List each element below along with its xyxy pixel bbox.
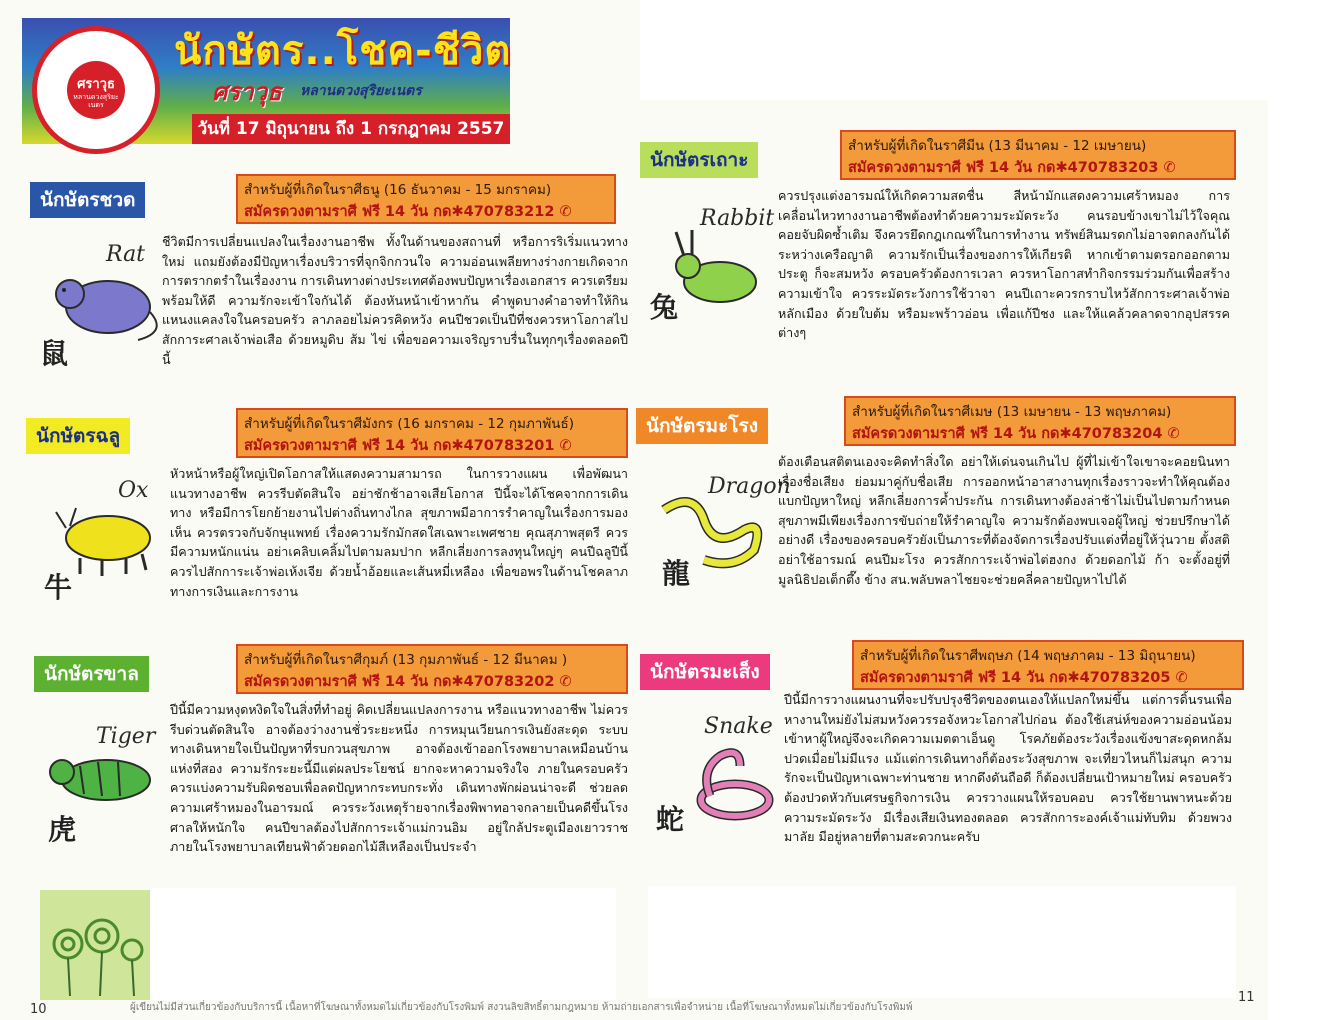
animal-chinese-rat: 鼠 [40,337,69,370]
snake-illustration [690,740,780,830]
decorative-spiral-plants [40,890,150,1000]
subscribe-line: สมัครดวงตามราศี ฟรี 14 วัน กด✱470783202 ✆ [244,674,572,690]
column-header [22,18,510,144]
sign-info-box-dragon [844,396,1236,446]
page-number-left: 10 [30,1002,47,1017]
birth-range: สำหรับผู้ที่เกิดในราศีเมษ (13 เมษายน - 13 พฤษภาคม) [852,404,1172,420]
zodiac-wheel-logo [32,26,160,154]
horoscope-text-tiger: ปีนี้มีความหงุดหงิดใจในสิ่งที่ทำอยู่ คิดเปลี่ยนแปลงการงาน หรือแนวทางอาชีพ ไม่ควรรีบด่วนตัดสินใจ อาจต้องว่างงานชั่วระยะหนึ่ง การหมุนเวียนการเงินยังสะดุด ระบบทางเดินหายใจเป็นปัญหาที่รบกวนสุขภาพ อาจต้องเข้าออกโรงพยาบาลเหมือนบ้านแห่งที่สอง ความรักระยะนี้มีแต่ผลประโยชน์ ยากจะหาความจริงใจ ภายในครอบครัว ควรแบ่งความรับผิดชอบเพื่อลดปัญหากระทบกระทั่ง เดินทางพักผ่อนน่าจะดี ช่วยลดความเศร้าหมองในอารมณ์ ควรระวังเหตุร้ายจากเรื่องพิพาทอาจกลายเป็นคดีขึ้นโรงศาลให้หนักใจ คนปีขาลต้องไปสักการะเจ้าแม่กวนอิม อยู่ใกล้ประตูเมืองเยาวราช ภายในโรงพยาบาลเทียนฟ้าด้วยดอกไม้สีเหลืองเป็นประจำ [170,702,628,855]
phone-icon: ✆ [559,438,572,454]
phone-icon: ✆ [1175,670,1188,686]
animal-chinese-snake: 蛇 [656,803,685,836]
subscribe-line: สมัครดวงตามราศี ฟรี 14 วัน กด✱470783205 ✆ [860,670,1188,686]
sign-info-box-ox [236,408,628,458]
column-title: นักษัตร..โชค-ชีวิต [174,28,512,74]
phone-icon: ✆ [559,204,572,220]
horoscope-text-ox: หัวหน้าหรือผู้ใหญ่เปิดโอกาสให้แสดงความสามารถ ในการวางแผน เพื่อพัฒนาแนวทางอาชีพ ควรรีบตัดสินใจ อย่าชักช้าอาจเสียโอกาส ปีนี้จะได้โชคจากการเดินทาง หรือมีการโยกย้ายงานไปต่างถิ่นทางไกล สุขภาพมีอาการรำคาญในเรื่องการมองเห็น ควรตรวจกับจักษุแพทย์ เรื่องความรักมักสดใสเฉพาะเพศชาย คุณสุภาพสุตรี ควรมีความหนักแน่น อย่าเคลิบเคลิ้มไปตามลมปาก หลีกเลี่ยงการลงทุนใหญ่ๆ คนปีฉลูปีนี้ควรไปสักการะเจ้าพ่อเห้งเจีย ด้วยน้ำอ้อยและเส้นหมี่เหลือง เพื่อขอพรในด้านโชคลาภทางการเงินและการงาน [170,466,628,599]
date-range: วันที่ 17 มิถุนายน ถึง 1 กรกฎาคม 2557 [192,114,510,144]
author-subtitle: หลานดวงสุริยะเนตร [300,83,422,99]
birth-range: สำหรับผู้ที่เกิดในราศีมีน (13 มีนาคม - 12 เมษายน) [848,138,1147,154]
sign-info-box-rabbit [840,130,1236,180]
animal-english-rat: Rat [106,242,146,267]
sign-label-dragon: นักษัตรมะโรง [636,408,768,444]
subscribe-line: สมัครดวงตามราศี ฟรี 14 วัน กด✱470783212 ✆ [244,204,572,220]
animal-chinese-rabbit: 兔 [650,291,679,324]
blank-ad-area-left [150,888,616,1000]
footer-disclaimer: ผู้เขียนไม่มีส่วนเกี่ยวข้องกับบริการนี้ เนื้อหาที่โฆษณาทั้งหมดไม่เกี่ยวข้องกับโรงพิมพ์ สงวนลิขสิทธิ์ตามกฎหมาย ห้ามถ่ายเอกสารเพื่อจำหน่าย เนื้อที่โฆษณาทั้งหมดไม่เกี่ยวข้องกับโรงพิมพ์ [130,1002,913,1013]
sign-info-box-rat [236,174,616,224]
phone-icon: ✆ [559,674,572,690]
sign-info-box-tiger [236,644,628,694]
horoscope-text-dragon: ต้องเตือนสติตนเองจะคิดทำสิ่งใด อย่าให้เด่นจนเกินไป ผู้ที่ไม่เข้าใจเขาจะคอยนินทา เรื่องชื่อเสียง ย่อมมาคู่กับชื่อเสีย การออกหน้าอาสางานทุกเรื่องราวจะทำให้คุณต้องแบกปัญหาใหญ่ หลีกเลี่ยงการค้ำประกัน การเดินทางต้องล่าช้าไม่เป็นไปตามกำหนด สุขภาพมีเพียงเรื่องการขับถ่ายให้รำคาญใจ ความรักต้องพบเจอผู้ใหญ่ ช่วยปรึกษาได้อย่างดี เรื่องของครอบครัวยังเป็นภาระที่ต้องจัดการเรื่องปรับแต่งที่อยู่ให้วุ่นวาย ตั้งสติอย่าใช้อารมณ์ คนปีมะโรง ควรสักการะเจ้าพ่อไต่ฮงกง ด้วยดอกไม้ ก้า จะตั้งอยู่ที่มูลนิธิปอเต็กตึ๊ง ข้าง สน.พลับพลาไชยจะช่วยคลี่คลายปัญหาไปได้ [778,454,1230,587]
sign-label-snake: นักษัตรมะเส็ง [640,654,770,690]
horoscope-text-snake: ปีนี้มีการวางแผนงานที่จะปรับปรุงชีวิตของตนเองให้แปลกใหม่ขึ้น แต่การดิ้นรนเพื่อหางานใหม่ยังไม่สมหวังควรรอจังหวะโอกาสไปก่อน ต้องใช้เสน่ห์ของความอ่อนน้อมเข้าหาผู้ใหญ่จึงจะเกิดความเมตตาเอ็นดู โรคภัยต้องระวังเรื่องแข้งขาสะดุดหกล้ม ปวดเมื่อยไม่มีแรง แม้แต่การเดินทางก็ต้องระวังสุขภาพ จะเที่ยวไหนก็ไม่สนุก ความรักจะเป็นปัญหาเฉพาะท่านชาย หากดึงดันถือดี ก็ต้องเปลี่ยนเป้าหมายใหม่ ครอบครัวต้องปวดหัวกับเศรษฐกิจการเงิน ควรวางแผนให้รอบคอบ ควรใช้ยานพาหนะด้วยความระมัดระวัง มีเรื่องเสียเงินทองตลอด ควรสักการะองค์เจ้าแม่ทับทิม ด้วยพวงมาลัย มีอยู่หลายที่ตามสะดวกนะครับ [784,692,1232,845]
animal-chinese-ox: 牛 [44,571,73,604]
horoscope-text-rabbit: ควรปรุงแต่งอารมณ์ให้เกิดความสดชื่น สีหน้ามักแสดงความเศร้าหมอง การเคลื่อนไหวทางงานอาชีพต้องทำด้วยความระมัดระวัง คนรอบข้างเขาไม่ไว้ใจคุณ คอยจับผิดซ้ำเติม จึงควรยึดกฎเกณฑ์ในการทำงาน ทรัพย์สินมรดกไม่อาจตกลงกันได้ระหว่างเครือญาติ ความรักเป็นเรื่องของการให้เกียรติ หากเข้าตามตรอกออกตามประตู ก็จะสมหวัง ครอบครัวต้องการเวลา ควรหาโอกาสทำกิจกรรมร่วมกันเพื่อสร้างความเข้าใจ ควรระมัดระวังการใช้วาจา คนปีเถาะควรกราบไหว้สักการะศาลเจ้าพ่อหลักเมือง ด้วยใบต้ม หรือมะพร้าวอ่อน เพื่อแก้ปีชง และให้แคล้วคลาดจากอุปสรรคต่างๆ [778,188,1230,341]
sign-label-ox: นักษัตรฉลู [26,418,130,454]
animal-english-rabbit: Rabbit [700,206,775,231]
logo-center [67,61,125,119]
page-number-right: 11 [1238,990,1255,1005]
logo-name: ศราวุธ [77,77,115,92]
author-name: ศราวุธ [212,78,282,106]
sign-label-rat: นักษัตรชวด [30,182,145,218]
sign-label-rabbit: นักษัตรเถาะ [640,142,758,178]
subscribe-line: สมัครดวงตามราศี ฟรี 14 วัน กด✱470783204 ✆ [852,426,1180,442]
animal-english-dragon: Dragon [708,474,791,499]
animal-english-tiger: Tiger [96,724,156,749]
phone-icon: ✆ [1163,160,1176,176]
birth-range: สำหรับผู้ที่เกิดในราศีธนู (16 ธันวาคม - 15 มกราคม) [244,182,552,198]
sign-info-box-snake [852,640,1244,690]
animal-chinese-dragon: 龍 [662,557,691,590]
birth-range: สำหรับผู้ที่เกิดในราศีมังกร (16 มกราคม - 12 กุมภาพันธ์) [244,416,575,432]
animal-chinese-tiger: 虎 [48,813,77,846]
logo-sub: หลานดวงสุริยะเนตร [73,92,119,109]
animal-english-snake: Snake [704,714,773,739]
birth-range: สำหรับผู้ที่เกิดในราศีกุมภ์ (13 กุมภาพันธ์ - 12 มีนาคม ) [244,652,568,668]
subscribe-line: สมัครดวงตามราศี ฟรี 14 วัน กด✱470783203 ✆ [848,160,1176,176]
phone-icon: ✆ [1167,426,1180,442]
animal-english-ox: Ox [118,478,149,503]
horoscope-text-rat: ชีวิตมีการเปลี่ยนแปลงในเรื่องงานอาชีพ ทั้งในด้านของสถานที่ หรือการริเริ่มแนวทางใหม่ แถมยังต้องมีปัญหาเรื่องบริวารที่จุกจิกกวนใจ ความอ่อนเพลียทางร่างกายเกิดจากการตรากตรำในเรื่องงาน การเดินทางต่างประเทศต้องพบปัญหาเรื่องเอกสาร ควรเตรียมพร้อมให้ดี ความรักจะเข้าใจกันได้ ต้องหันหน้าเข้าหากัน คำพูดบางคำอาจทำให้กินแหนงแคลงใจในครอบครัว ลาภลอยไม่ควรคิดหวัง คนปีชวดเป็นปีที่ชงควรหาโอกาสไปสักการะศาลเจ้าพ่อเสือ ด้วยหมูดิบ ส้ม ไข่ เพื่อขอความเจริญราบรื่นในทุกๆเรื่องตลอดปีนี้ [162,234,628,367]
blank-ad-area-right [648,886,1236,998]
subscribe-line: สมัครดวงตามราศี ฟรี 14 วัน กด✱470783201 ✆ [244,438,572,454]
birth-range: สำหรับผู้ที่เกิดในราศีพฤษภ (14 พฤษภาคม - 13 มิถุนายน) [860,648,1196,664]
tiger-illustration [40,746,160,816]
rabbit-illustration [662,230,772,310]
rat-illustration [38,262,158,342]
sign-label-tiger: นักษัตรขาล [34,656,149,692]
